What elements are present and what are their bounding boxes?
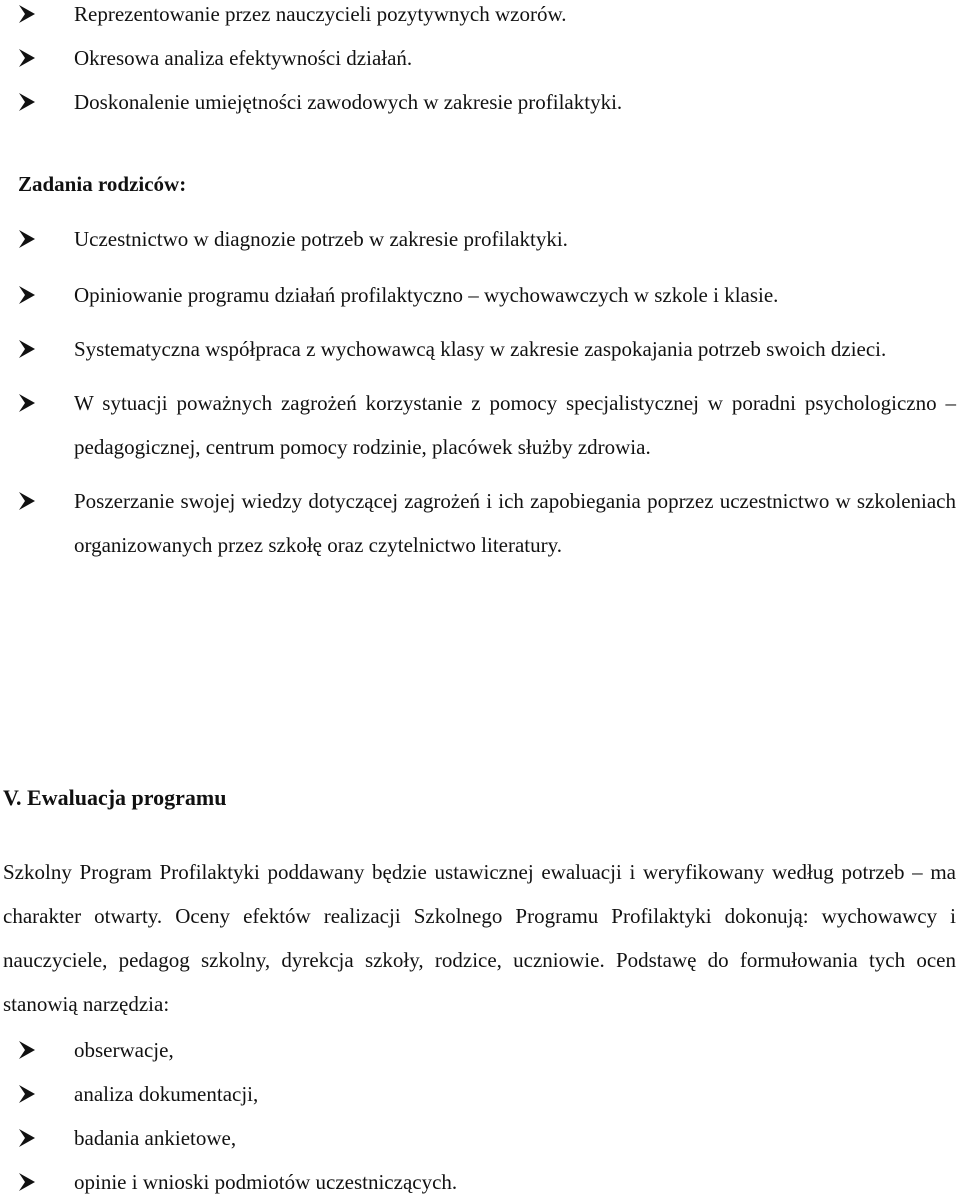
list-item-text: analiza dokumentacji,	[74, 1082, 259, 1106]
list-item-text: Uczestnictwo w diagnozie potrzeb w zakresie profilaktyki.	[74, 227, 568, 251]
arrowhead-bullet-icon	[18, 92, 36, 112]
list-item	[0, 1028, 960, 1072]
list-item-text: opinie i wnioski podmiotów uczestniczących.	[74, 1170, 458, 1194]
teacher-tasks-list	[0, 0, 960, 124]
arrowhead-bullet-icon	[18, 4, 36, 24]
arrowhead-bullet-icon	[18, 1084, 36, 1104]
list-item-text: Okresowa analiza efektywności działań.	[74, 46, 413, 70]
arrowhead-bullet-icon	[18, 1172, 36, 1192]
list-item-text: Systematyczna współpraca z wychowawcą klasy w zakresie zaspokajania potrzeb swoich dzieci.	[74, 337, 887, 361]
parents-tasks-list	[0, 217, 960, 567]
list-item	[0, 36, 960, 80]
list-item	[0, 479, 960, 567]
list-item-text: Doskonalenie umiejętności zawodowych w zakresie profilaktyki.	[74, 90, 623, 114]
list-item-text: Poszerzanie swojej wiedzy dotyczącej zagrożeń i ich zapobiegania poprzez uczestnictwo w szkoleniach organizowanych przez szkołę oraz czytelnictwo literatury.	[74, 489, 956, 557]
list-item	[0, 381, 960, 469]
list-item	[0, 1160, 960, 1204]
arrowhead-bullet-icon	[18, 48, 36, 68]
list-item	[0, 327, 960, 371]
arrowhead-bullet-icon	[18, 229, 36, 249]
list-item	[0, 217, 960, 261]
list-item	[0, 1116, 960, 1160]
arrowhead-bullet-icon	[18, 339, 36, 359]
list-item	[0, 273, 960, 317]
list-item-text: Reprezentowanie przez nauczycieli pozytywnych wzorów.	[74, 2, 567, 26]
list-item	[0, 80, 960, 124]
arrowhead-bullet-icon	[18, 285, 36, 305]
evaluation-paragraph: Szkolny Program Profilaktyki poddawany będzie ustawicznej ewaluacji i weryfikowany według potrzeb – ma charakter otwarty. Oceny efektów realizacji Szkolnego Programu Profilaktyki dokonują: wychowawcy i nauczyciele, pedagog szkolny, dyrekcja szkoły, rodzice, uczniowie. Podstawę do formułowania tych ocen stanowią narzędzia:	[3, 860, 956, 1016]
list-item-text: W sytuacji poważnych zagrożeń korzystanie z pomocy specjalistycznej w poradni psychologiczno – pedagogicznej, centrum pomocy rodzinie, placówek służby zdrowia.	[74, 391, 956, 459]
list-item	[0, 1072, 960, 1116]
list-item-text: obserwacje,	[74, 1038, 174, 1062]
list-item-text: Opiniowanie programu działań profilaktyczno – wychowawczych w szkole i klasie.	[74, 283, 779, 307]
list-item	[0, 0, 960, 36]
arrowhead-bullet-icon	[18, 1040, 36, 1060]
section-title: V. Ewaluacja programu	[3, 785, 227, 810]
parents-heading: Zadania rodziców:	[18, 172, 187, 196]
arrowhead-bullet-icon	[18, 1128, 36, 1148]
tools-list	[0, 1028, 960, 1204]
list-item-text: badania ankietowe,	[74, 1126, 237, 1150]
arrowhead-bullet-icon	[18, 393, 36, 413]
arrowhead-bullet-icon	[18, 491, 36, 511]
